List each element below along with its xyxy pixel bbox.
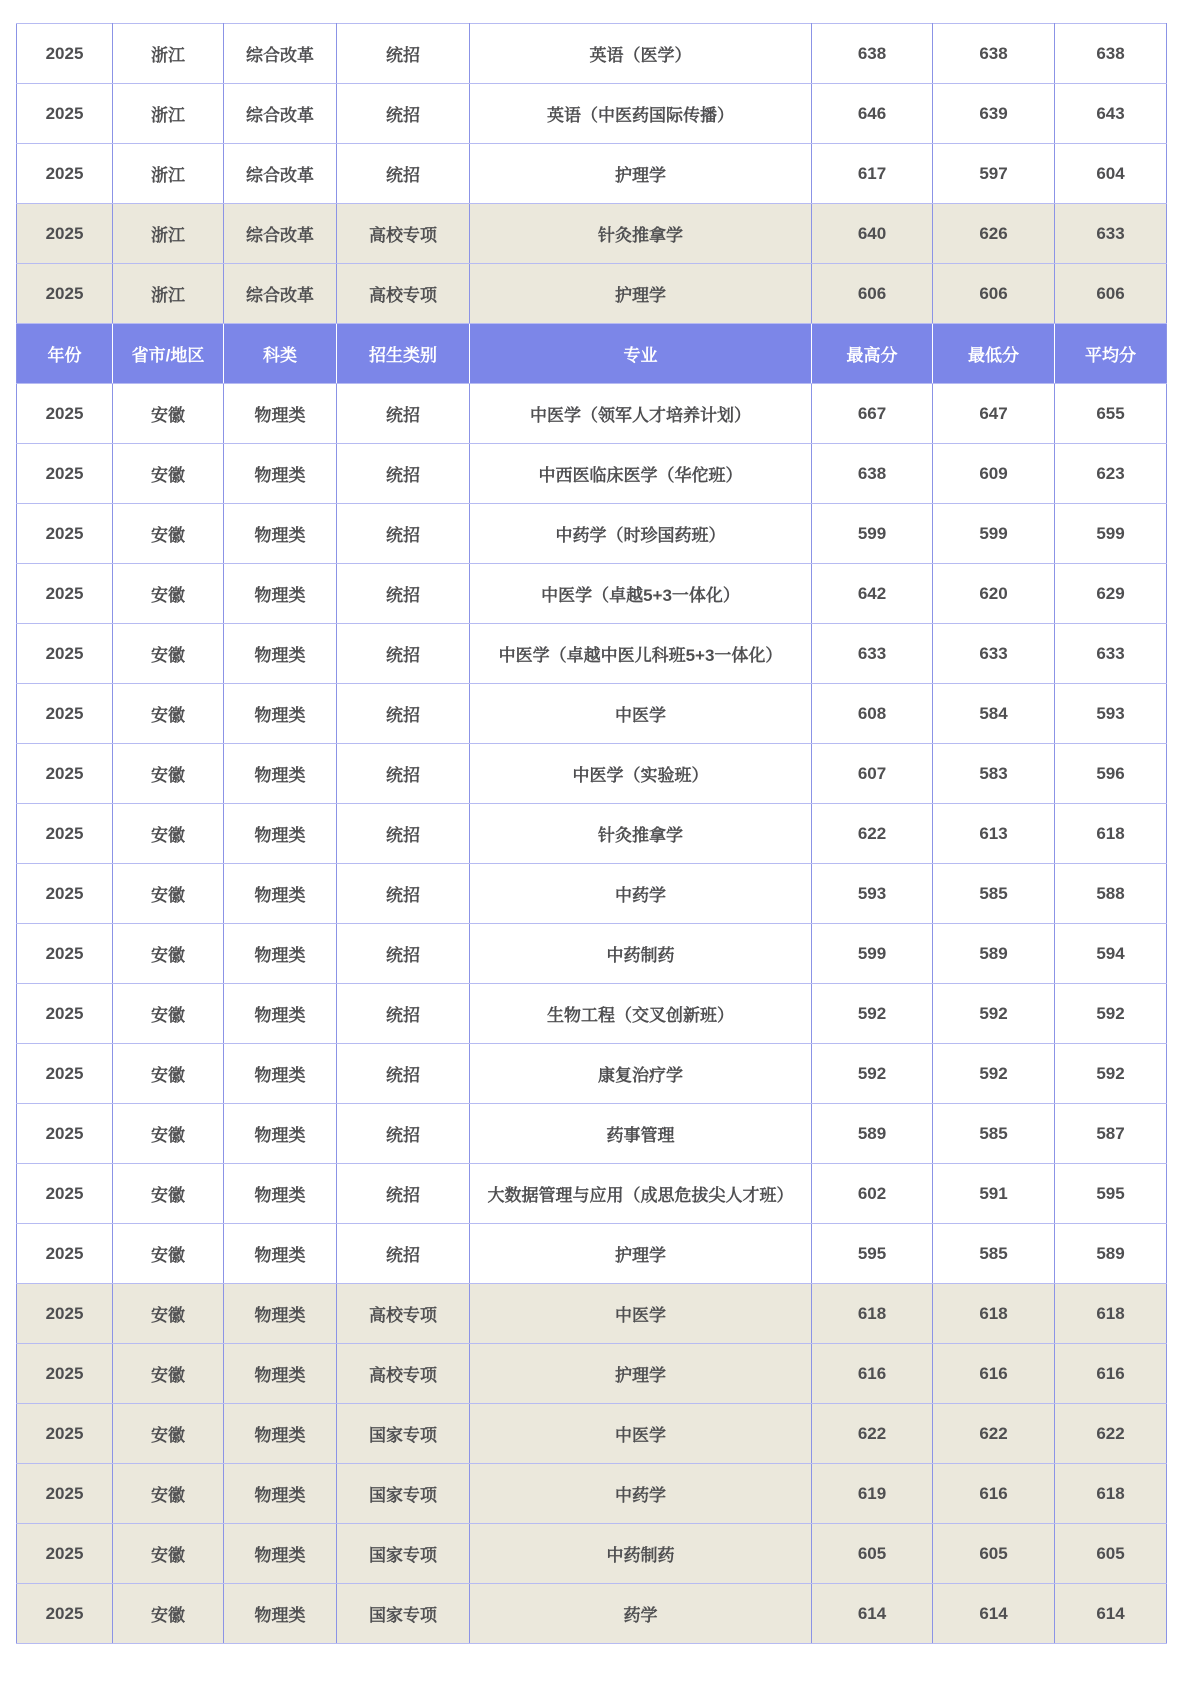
cell-avg-score: 618 <box>1055 804 1167 864</box>
cell-major: 大数据管理与应用（成思危拔尖人才班） <box>470 1164 812 1224</box>
table-row <box>17 684 1167 744</box>
table-row <box>17 1344 1167 1404</box>
table-row <box>17 1284 1167 1344</box>
cell-category: 物理类 <box>224 1104 337 1164</box>
cell-admission-type: 高校专项 <box>337 204 470 264</box>
cell-admission-type: 统招 <box>337 744 470 804</box>
cell-min-score: 584 <box>933 684 1055 744</box>
cell-year: 2025 <box>17 204 113 264</box>
cell-min-score: 592 <box>933 984 1055 1044</box>
cell-category: 综合改革 <box>224 84 337 144</box>
cell-year: 2025 <box>17 1344 113 1404</box>
cell-category: 物理类 <box>224 744 337 804</box>
column-header-min-score: 最低分 <box>933 324 1055 384</box>
table-row <box>17 1104 1167 1164</box>
cell-major: 针灸推拿学 <box>470 804 812 864</box>
cell-admission-type: 统招 <box>337 144 470 204</box>
cell-admission-type: 统招 <box>337 864 470 924</box>
cell-year: 2025 <box>17 984 113 1044</box>
table-row <box>17 864 1167 924</box>
cell-year: 2025 <box>17 1404 113 1464</box>
admission-scores-table <box>16 23 1167 1644</box>
table-row <box>17 1164 1167 1224</box>
cell-min-score: 589 <box>933 924 1055 984</box>
cell-admission-type: 统招 <box>337 444 470 504</box>
cell-avg-score: 604 <box>1055 144 1167 204</box>
cell-avg-score: 588 <box>1055 864 1167 924</box>
cell-region: 安徽 <box>113 684 224 744</box>
cell-min-score: 626 <box>933 204 1055 264</box>
table-row <box>17 804 1167 864</box>
cell-min-score: 616 <box>933 1464 1055 1524</box>
cell-avg-score: 596 <box>1055 744 1167 804</box>
cell-region: 安徽 <box>113 1524 224 1584</box>
cell-min-score: 618 <box>933 1284 1055 1344</box>
cell-avg-score: 592 <box>1055 1044 1167 1104</box>
cell-year: 2025 <box>17 1524 113 1584</box>
cell-min-score: 638 <box>933 24 1055 84</box>
cell-min-score: 620 <box>933 564 1055 624</box>
cell-year: 2025 <box>17 1044 113 1104</box>
table-row <box>17 84 1167 144</box>
table-row <box>17 1044 1167 1104</box>
cell-category: 物理类 <box>224 1284 337 1344</box>
cell-min-score: 633 <box>933 624 1055 684</box>
cell-major: 英语（医学） <box>470 24 812 84</box>
table-row <box>17 24 1167 84</box>
column-header-major: 专业 <box>470 324 812 384</box>
cell-major: 中医学（卓越5+3一体化） <box>470 564 812 624</box>
cell-category: 物理类 <box>224 1464 337 1524</box>
cell-region: 安徽 <box>113 864 224 924</box>
cell-region: 安徽 <box>113 804 224 864</box>
cell-category: 物理类 <box>224 984 337 1044</box>
cell-region: 安徽 <box>113 1404 224 1464</box>
cell-avg-score: 623 <box>1055 444 1167 504</box>
cell-avg-score: 592 <box>1055 984 1167 1044</box>
cell-max-score: 638 <box>812 444 933 504</box>
cell-min-score: 585 <box>933 1224 1055 1284</box>
cell-min-score: 616 <box>933 1344 1055 1404</box>
cell-major: 中医学（卓越中医儿科班5+3一体化） <box>470 624 812 684</box>
cell-admission-type: 国家专项 <box>337 1524 470 1584</box>
cell-max-score: 667 <box>812 384 933 444</box>
cell-avg-score: 629 <box>1055 564 1167 624</box>
cell-region: 安徽 <box>113 1044 224 1104</box>
cell-region: 安徽 <box>113 564 224 624</box>
cell-avg-score: 655 <box>1055 384 1167 444</box>
cell-category: 物理类 <box>224 924 337 984</box>
cell-max-score: 599 <box>812 504 933 564</box>
cell-admission-type: 统招 <box>337 924 470 984</box>
cell-avg-score: 633 <box>1055 624 1167 684</box>
cell-year: 2025 <box>17 684 113 744</box>
cell-region: 浙江 <box>113 24 224 84</box>
table-row <box>17 1584 1167 1644</box>
cell-major: 中药学 <box>470 864 812 924</box>
cell-max-score: 618 <box>812 1284 933 1344</box>
cell-category: 综合改革 <box>224 144 337 204</box>
cell-avg-score: 593 <box>1055 684 1167 744</box>
table-row <box>17 264 1167 324</box>
cell-year: 2025 <box>17 1284 113 1344</box>
cell-admission-type: 统招 <box>337 24 470 84</box>
cell-admission-type: 国家专项 <box>337 1464 470 1524</box>
cell-region: 安徽 <box>113 1344 224 1404</box>
column-header-category: 科类 <box>224 324 337 384</box>
cell-admission-type: 统招 <box>337 564 470 624</box>
cell-min-score: 592 <box>933 1044 1055 1104</box>
table-row <box>17 984 1167 1044</box>
cell-min-score: 597 <box>933 144 1055 204</box>
cell-category: 物理类 <box>224 504 337 564</box>
cell-category: 物理类 <box>224 1164 337 1224</box>
cell-admission-type: 高校专项 <box>337 1284 470 1344</box>
cell-region: 浙江 <box>113 84 224 144</box>
cell-max-score: 605 <box>812 1524 933 1584</box>
cell-region: 安徽 <box>113 1164 224 1224</box>
cell-category: 物理类 <box>224 384 337 444</box>
cell-avg-score: 605 <box>1055 1524 1167 1584</box>
cell-year: 2025 <box>17 144 113 204</box>
cell-major: 护理学 <box>470 1344 812 1404</box>
table-row <box>17 1524 1167 1584</box>
cell-max-score: 640 <box>812 204 933 264</box>
cell-avg-score: 599 <box>1055 504 1167 564</box>
cell-major: 中医学 <box>470 1404 812 1464</box>
cell-major: 中医学（实验班） <box>470 744 812 804</box>
cell-major: 护理学 <box>470 1224 812 1284</box>
cell-major: 中药制药 <box>470 924 812 984</box>
cell-year: 2025 <box>17 264 113 324</box>
cell-max-score: 616 <box>812 1344 933 1404</box>
cell-region: 安徽 <box>113 1104 224 1164</box>
table-row <box>17 564 1167 624</box>
cell-min-score: 622 <box>933 1404 1055 1464</box>
table-header-row <box>17 324 1167 384</box>
table-row <box>17 384 1167 444</box>
cell-year: 2025 <box>17 24 113 84</box>
table-row <box>17 444 1167 504</box>
column-header-max-score: 最高分 <box>812 324 933 384</box>
cell-region: 安徽 <box>113 444 224 504</box>
cell-avg-score: 643 <box>1055 84 1167 144</box>
cell-max-score: 606 <box>812 264 933 324</box>
cell-avg-score: 633 <box>1055 204 1167 264</box>
table-row <box>17 744 1167 804</box>
cell-region: 安徽 <box>113 924 224 984</box>
cell-admission-type: 统招 <box>337 1104 470 1164</box>
cell-major: 药学 <box>470 1584 812 1644</box>
cell-min-score: 613 <box>933 804 1055 864</box>
cell-major: 中药制药 <box>470 1524 812 1584</box>
cell-major: 中西医临床医学（华佗班） <box>470 444 812 504</box>
table-row <box>17 924 1167 984</box>
cell-max-score: 608 <box>812 684 933 744</box>
cell-avg-score: 594 <box>1055 924 1167 984</box>
cell-region: 安徽 <box>113 384 224 444</box>
cell-admission-type: 统招 <box>337 1164 470 1224</box>
cell-category: 物理类 <box>224 864 337 924</box>
cell-region: 安徽 <box>113 1224 224 1284</box>
cell-admission-type: 统招 <box>337 504 470 564</box>
cell-year: 2025 <box>17 1104 113 1164</box>
cell-region: 安徽 <box>113 1584 224 1644</box>
cell-year: 2025 <box>17 924 113 984</box>
cell-year: 2025 <box>17 744 113 804</box>
cell-major: 中医学 <box>470 1284 812 1344</box>
cell-avg-score: 589 <box>1055 1224 1167 1284</box>
cell-major: 中医学（领军人才培养计划） <box>470 384 812 444</box>
cell-region: 浙江 <box>113 264 224 324</box>
cell-year: 2025 <box>17 1164 113 1224</box>
cell-year: 2025 <box>17 564 113 624</box>
cell-region: 安徽 <box>113 1284 224 1344</box>
cell-avg-score: 616 <box>1055 1344 1167 1404</box>
table-row <box>17 1224 1167 1284</box>
cell-region: 安徽 <box>113 744 224 804</box>
cell-admission-type: 国家专项 <box>337 1404 470 1464</box>
cell-max-score: 602 <box>812 1164 933 1224</box>
score-table-body <box>17 24 1167 1644</box>
cell-max-score: 592 <box>812 1044 933 1104</box>
cell-major: 中医学 <box>470 684 812 744</box>
cell-year: 2025 <box>17 504 113 564</box>
cell-category: 物理类 <box>224 684 337 744</box>
cell-major: 英语（中医药国际传播） <box>470 84 812 144</box>
cell-admission-type: 统招 <box>337 804 470 864</box>
cell-admission-type: 统招 <box>337 624 470 684</box>
cell-min-score: 614 <box>933 1584 1055 1644</box>
table-row <box>17 504 1167 564</box>
cell-major: 康复治疗学 <box>470 1044 812 1104</box>
cell-year: 2025 <box>17 1464 113 1524</box>
cell-major: 药事管理 <box>470 1104 812 1164</box>
cell-year: 2025 <box>17 444 113 504</box>
cell-admission-type: 高校专项 <box>337 264 470 324</box>
cell-avg-score: 587 <box>1055 1104 1167 1164</box>
cell-category: 物理类 <box>224 444 337 504</box>
column-header-region: 省市/地区 <box>113 324 224 384</box>
cell-min-score: 606 <box>933 264 1055 324</box>
cell-major: 护理学 <box>470 144 812 204</box>
cell-category: 物理类 <box>224 1044 337 1104</box>
cell-category: 物理类 <box>224 1224 337 1284</box>
cell-category: 物理类 <box>224 624 337 684</box>
cell-admission-type: 统招 <box>337 1224 470 1284</box>
cell-region: 浙江 <box>113 144 224 204</box>
cell-major: 中药学 <box>470 1464 812 1524</box>
cell-year: 2025 <box>17 624 113 684</box>
cell-region: 安徽 <box>113 624 224 684</box>
cell-admission-type: 统招 <box>337 684 470 744</box>
table-row <box>17 624 1167 684</box>
cell-major: 生物工程（交叉创新班） <box>470 984 812 1044</box>
cell-min-score: 599 <box>933 504 1055 564</box>
cell-region: 安徽 <box>113 1464 224 1524</box>
cell-admission-type: 统招 <box>337 984 470 1044</box>
cell-max-score: 642 <box>812 564 933 624</box>
column-header-admission-type: 招生类别 <box>337 324 470 384</box>
cell-max-score: 595 <box>812 1224 933 1284</box>
cell-max-score: 622 <box>812 804 933 864</box>
cell-year: 2025 <box>17 804 113 864</box>
cell-max-score: 617 <box>812 144 933 204</box>
cell-category: 综合改革 <box>224 24 337 84</box>
cell-avg-score: 638 <box>1055 24 1167 84</box>
cell-year: 2025 <box>17 84 113 144</box>
cell-max-score: 607 <box>812 744 933 804</box>
cell-max-score: 638 <box>812 24 933 84</box>
cell-category: 物理类 <box>224 804 337 864</box>
cell-major: 护理学 <box>470 264 812 324</box>
cell-max-score: 593 <box>812 864 933 924</box>
cell-min-score: 609 <box>933 444 1055 504</box>
cell-major: 针灸推拿学 <box>470 204 812 264</box>
cell-major: 中药学（时珍国药班） <box>470 504 812 564</box>
cell-admission-type: 统招 <box>337 384 470 444</box>
cell-category: 物理类 <box>224 1584 337 1644</box>
cell-year: 2025 <box>17 384 113 444</box>
cell-min-score: 585 <box>933 864 1055 924</box>
cell-admission-type: 统招 <box>337 84 470 144</box>
cell-avg-score: 606 <box>1055 264 1167 324</box>
cell-avg-score: 618 <box>1055 1284 1167 1344</box>
cell-year: 2025 <box>17 1224 113 1284</box>
cell-min-score: 639 <box>933 84 1055 144</box>
cell-category: 综合改革 <box>224 264 337 324</box>
cell-admission-type: 高校专项 <box>337 1344 470 1404</box>
cell-admission-type: 国家专项 <box>337 1584 470 1644</box>
admission-scores-table-container <box>16 23 1166 1644</box>
cell-max-score: 619 <box>812 1464 933 1524</box>
cell-max-score: 589 <box>812 1104 933 1164</box>
cell-category: 物理类 <box>224 1524 337 1584</box>
cell-category: 物理类 <box>224 564 337 624</box>
cell-avg-score: 618 <box>1055 1464 1167 1524</box>
cell-category: 综合改革 <box>224 204 337 264</box>
cell-min-score: 605 <box>933 1524 1055 1584</box>
cell-region: 安徽 <box>113 984 224 1044</box>
cell-year: 2025 <box>17 864 113 924</box>
table-row <box>17 204 1167 264</box>
table-row <box>17 144 1167 204</box>
column-header-year: 年份 <box>17 324 113 384</box>
cell-max-score: 633 <box>812 624 933 684</box>
cell-min-score: 583 <box>933 744 1055 804</box>
cell-year: 2025 <box>17 1584 113 1644</box>
cell-admission-type: 统招 <box>337 1044 470 1104</box>
cell-min-score: 647 <box>933 384 1055 444</box>
table-row <box>17 1464 1167 1524</box>
cell-region: 浙江 <box>113 204 224 264</box>
cell-avg-score: 614 <box>1055 1584 1167 1644</box>
cell-category: 物理类 <box>224 1344 337 1404</box>
cell-max-score: 592 <box>812 984 933 1044</box>
cell-avg-score: 595 <box>1055 1164 1167 1224</box>
cell-min-score: 585 <box>933 1104 1055 1164</box>
cell-max-score: 614 <box>812 1584 933 1644</box>
cell-max-score: 599 <box>812 924 933 984</box>
column-header-avg-score: 平均分 <box>1055 324 1167 384</box>
cell-avg-score: 622 <box>1055 1404 1167 1464</box>
cell-max-score: 646 <box>812 84 933 144</box>
cell-min-score: 591 <box>933 1164 1055 1224</box>
table-row <box>17 1404 1167 1464</box>
cell-region: 安徽 <box>113 504 224 564</box>
cell-max-score: 622 <box>812 1404 933 1464</box>
cell-category: 物理类 <box>224 1404 337 1464</box>
